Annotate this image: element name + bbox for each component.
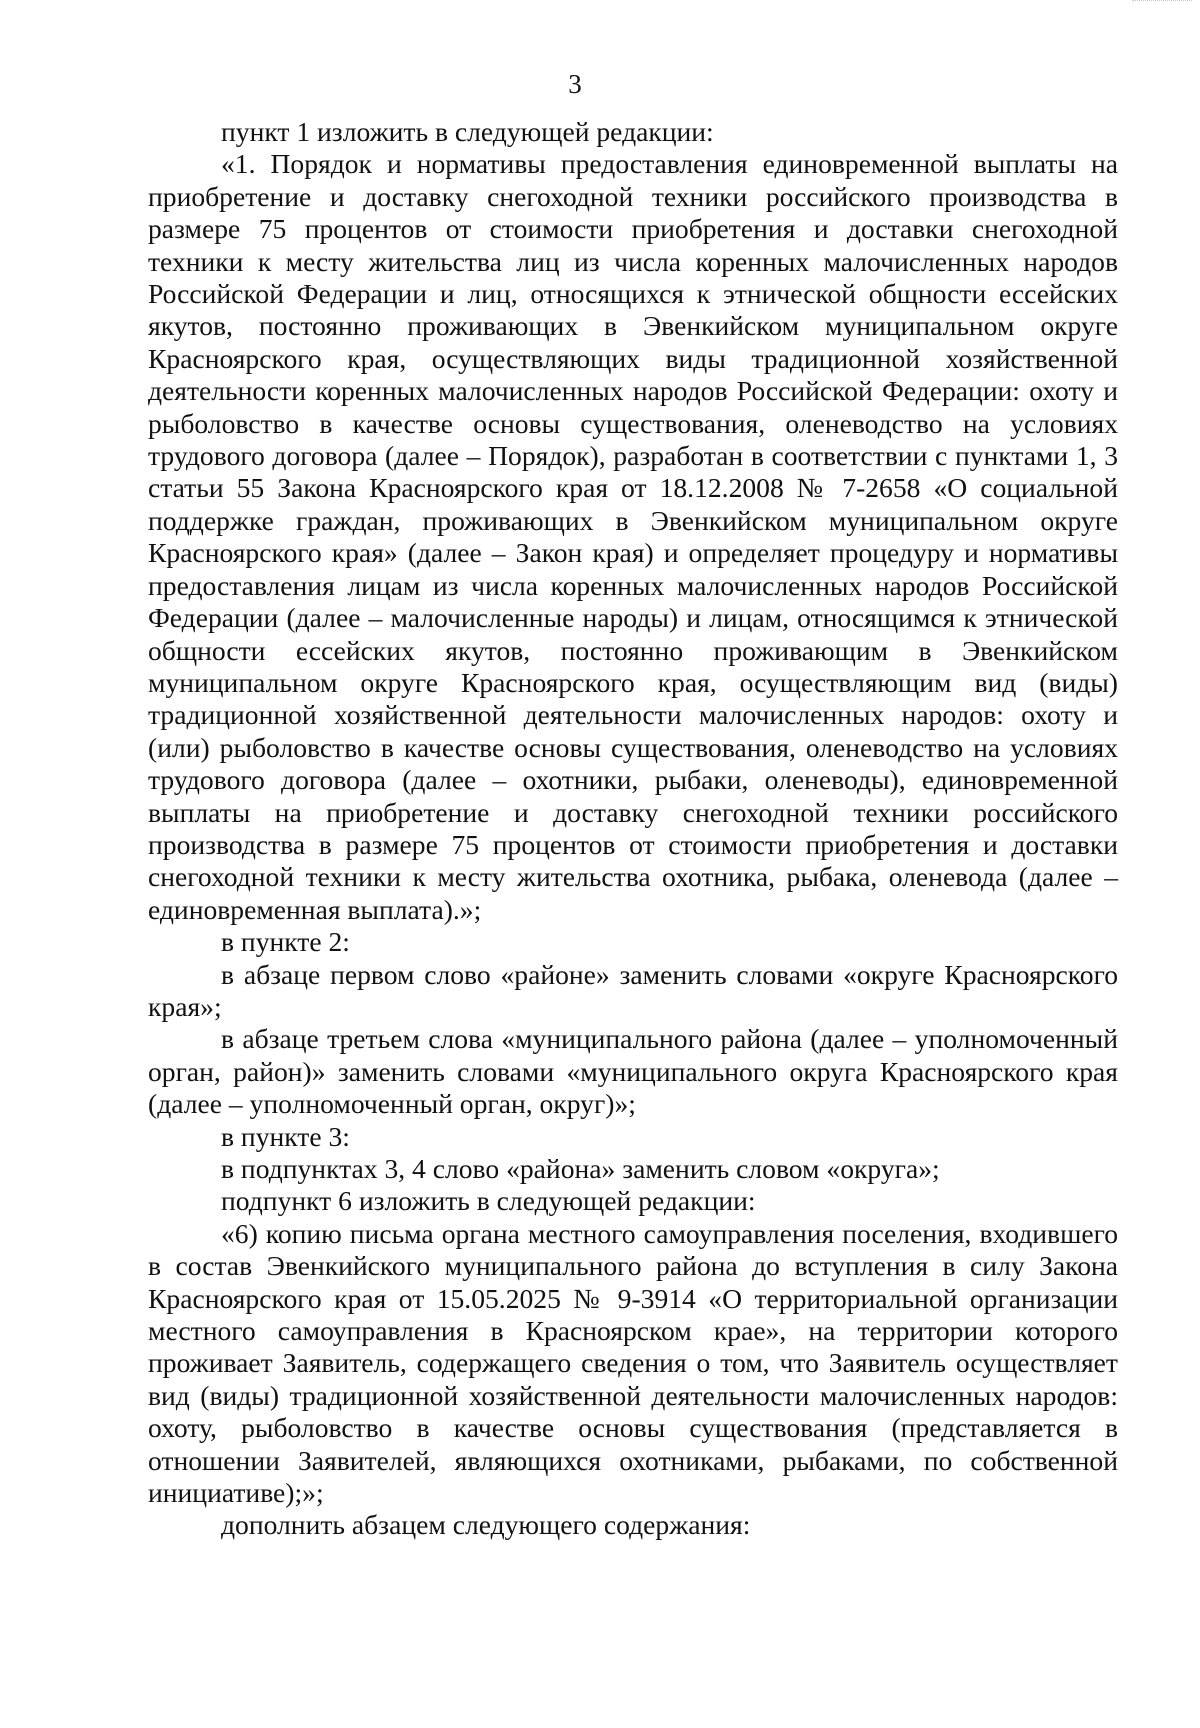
page-number: 3 xyxy=(568,69,582,99)
paragraph: в абзаце первом слово «районе» заменить словами «округе Красноярского края»; xyxy=(148,958,1118,1022)
paragraph: в абзаце третьем слова «муниципального района (далее – уполномоченный орган, район)» заменить словами «муниципального округа Красноярского края (далее – уполномоченный орган, округ)»; xyxy=(148,1023,1118,1120)
paragraph: «6) копию письма органа местного самоуправления поселения, входившего в состав Эвенкийского муниципального района до вступления в силу Закона Красноярского края от 15.05.2025 № 9-3914 «О территориальной организации местного самоуправления в Красноярском крае», на территории которого проживает Заявитель, содержащего сведения о том, что Заявитель осуществляет вид (виды) традиционной хозяйственной деятельности малочисленных народов: охоту, рыболовство в качестве основы существования (представляется в отношении Заявителей, являющихся охотниками, рыбаками, по собственной инициативе);»; xyxy=(148,1217,1118,1509)
paragraph: «1. Порядок и нормативы предоставления единовременной выплаты на приобретение и доставку снегоходной техники российского производства в размере 75 процентов от стоимости приобретения и доставки снегоходной техники к месту жительства лиц из числа коренных малочисленных народов Российской Федерации и лиц, относящихся к этнической общности ессейских якутов, постоянно проживающих в Эвенкийском муниципальном округе Красноярского края, осуществляющих виды традиционной хозяйственной деятельности коренных малочисленных народов Российской Федерации: охоту и рыболовство в качестве основы существования, оленеводство на условиях трудового договора (далее – Порядок), разработан в соответствии с пунктами 1, 3 статьи 55 Закона Красноярского края от 18.12.2008 № 7-2658 «О социальной поддержке граждан, проживающих в Эвенкийском муниципальном округе Красноярского края» (далее – Закон края) и определяет процедуру и нормативы предоставления лицам из числа коренных малочисленных народов Российской Федерации (далее – малочисленные народы) и лицам, относящимся к этнической общности ессейских якутов, постоянно проживающим в Эвенкийском муниципальном округе Красноярского края, осуществляющим вид (виды) традиционной хозяйственной деятельности малочисленных народов: охоту и (или) рыболовство в качестве основы существования, оленеводство на условиях трудового договора (далее – охотники, рыбаки, оленеводы), единовременной выплаты на приобретение и доставку снегоходной техники российского производства в размере 75 процентов от стоимости приобретения и доставки снегоходной техники к месту жительства охотника, рыбака, оленевода (далее – единовременная выплата).»; xyxy=(148,148,1118,925)
paragraph: подпункт 6 изложить в следующей редакции: xyxy=(221,1185,756,1217)
document-body xyxy=(148,116,1118,1542)
paragraph: пункт 1 изложить в следующей редакции: xyxy=(221,116,714,147)
paragraph: в пункте 3: xyxy=(221,1120,350,1152)
paragraph: дополнить абзацем следующего содержания: xyxy=(221,1509,751,1541)
paragraph: в подпунктах 3, 4 слово «района» заменить словом «округа»; xyxy=(221,1153,940,1184)
paragraph: в пункте 2: xyxy=(221,926,350,958)
scan-edge-mark xyxy=(1132,0,1192,11)
